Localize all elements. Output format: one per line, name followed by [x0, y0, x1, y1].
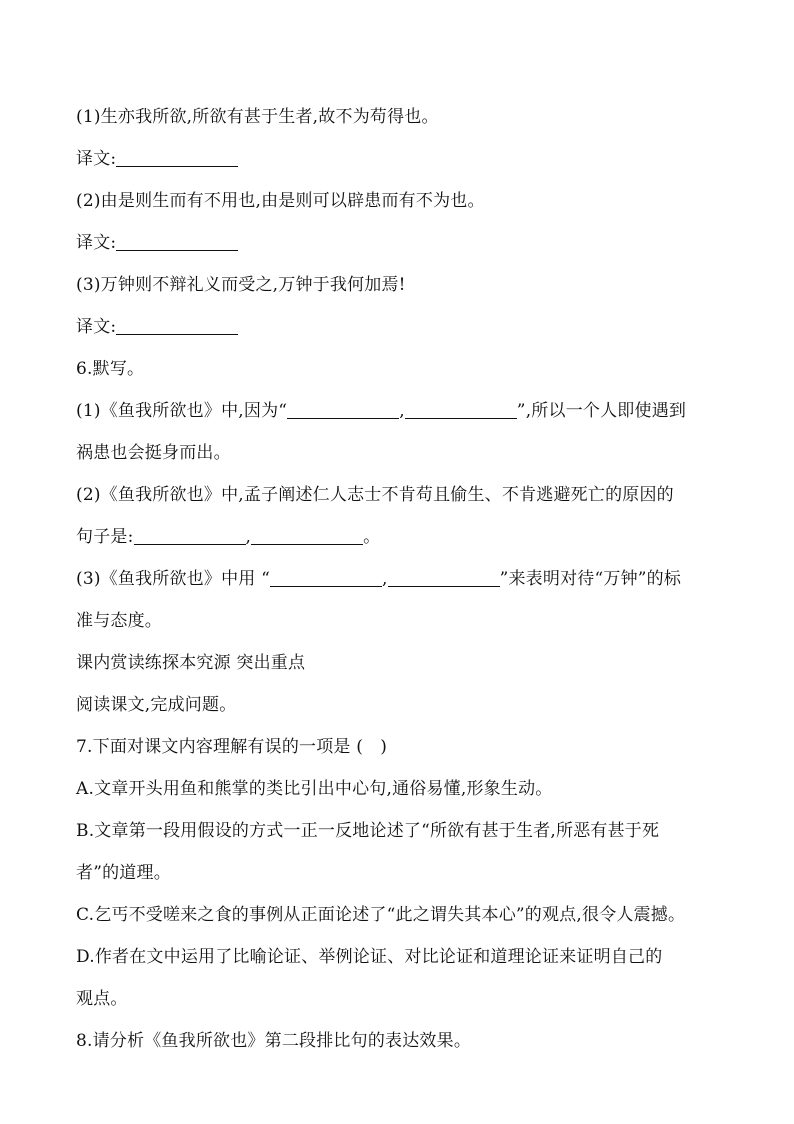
translation-answer-3: 译文:	[76, 316, 238, 338]
section-heading: 课内赏读练探本究源 突出重点	[76, 653, 306, 673]
dictation-item-2: (2)《鱼我所欲也》中,孟子阐述仁人志士不肯苟且偷生、不肯逃避死亡的原因的	[76, 485, 674, 505]
option-c: C.乞丐不受嗟来之食的事例从正面论述了“此之谓失其本心”的观点,很令人震撼。	[76, 905, 686, 925]
option-b: B.文章第一段用假设的方式一正一反地论述了“所欲有甚于生者,所恶有甚于死	[76, 821, 660, 841]
dictation-item-1-cont: 祸患也会挺身而出。	[76, 443, 231, 463]
question-8: 8.请分析《鱼我所欲也》第二段排比句的表达效果。	[76, 1031, 472, 1051]
fill-blank[interactable]	[287, 401, 399, 419]
answer-blank[interactable]	[116, 149, 238, 167]
translation-item-1: (1)生亦我所欲,所欲有甚于生者,故不为苟得也。	[76, 107, 439, 127]
fill-blank[interactable]	[270, 569, 382, 587]
answer-blank[interactable]	[116, 233, 238, 251]
option-b-cont: 者”的道理。	[76, 863, 171, 883]
option-d: D.作者在文中运用了比喻论证、举例论证、对比论证和道理论证来证明自己的	[76, 947, 663, 967]
fill-blank[interactable]	[405, 401, 517, 419]
dictation-item-3-cont: 准与态度。	[76, 611, 162, 631]
question-6-heading: 6.默写。	[76, 359, 145, 379]
dictation-item-3: (3)《鱼我所欲也》中用 “ , ”来表明对待“万钟”的标	[76, 569, 682, 589]
translation-answer-2: 译文:	[76, 232, 238, 254]
dictation-item-1: (1)《鱼我所欲也》中,因为“ , ”,所以一个人即使遇到	[76, 401, 687, 421]
option-a: A.文章开头用鱼和熊掌的类比引出中心句,通俗易懂,形象生动。	[76, 779, 553, 799]
option-d-cont: 观点。	[76, 989, 128, 1009]
fill-blank[interactable]	[388, 569, 500, 587]
reading-instruction: 阅读课文,完成问题。	[76, 695, 237, 715]
dictation-item-2-cont: 句子是: , 。	[76, 527, 381, 547]
answer-blank[interactable]	[116, 317, 238, 335]
translation-item-3: (3)万钟则不辩礼义而受之,万钟于我何加焉!	[76, 275, 406, 295]
question-7: 7.下面对课文内容理解有误的一项是 ( )	[76, 737, 388, 757]
fill-blank[interactable]	[134, 527, 246, 545]
translation-answer-1: 译文:	[76, 148, 238, 170]
fill-blank[interactable]	[251, 527, 363, 545]
translation-item-2: (2)由是则生而有不用也,由是则可以辟患而有不为也。	[76, 191, 485, 211]
